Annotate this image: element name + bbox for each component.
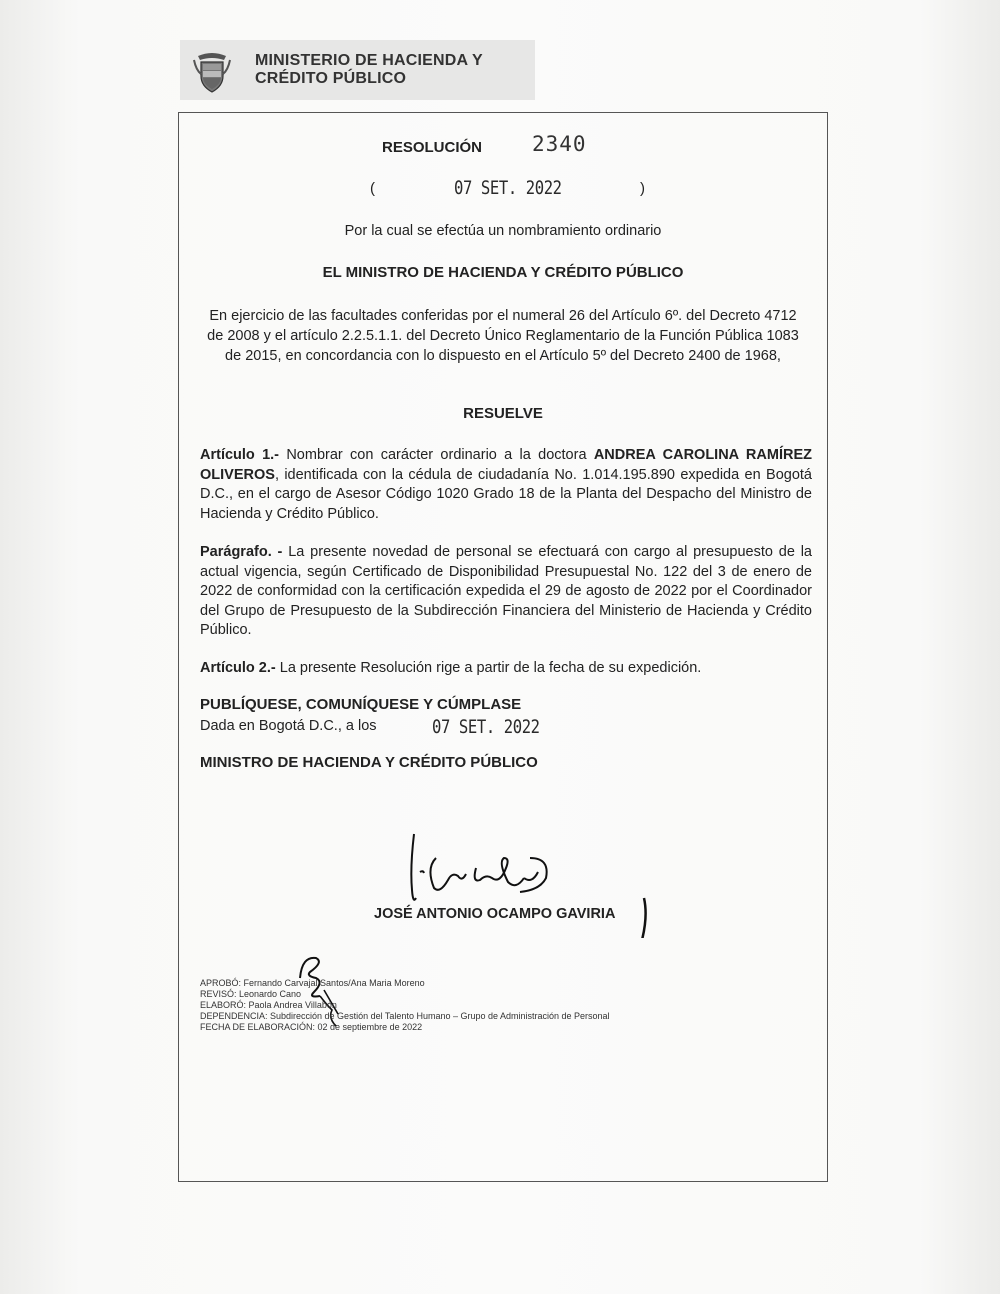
ministry-name (255, 52, 535, 88)
minister-title: MINISTRO DE HACIENDA Y CRÉDITO PÚBLICO (200, 754, 538, 771)
paragrafo-title: Parágrafo. - (200, 544, 283, 560)
dada-en-line: Dada en Bogotá D.C., a los (200, 718, 377, 734)
appointee-name: ANDREA CAROLINA RAMÍREZ OLIVEROS (200, 447, 812, 483)
article-1-title: Artículo 1.- (200, 447, 280, 463)
resolution-date-stamp: 07 SET. 2022 (454, 177, 562, 199)
issuer-heading: EL MINISTRO DE HACIENDA Y CRÉDITO PÚBLICO (322, 264, 684, 281)
elaboration-footer (200, 978, 610, 1033)
article-1 (200, 446, 812, 524)
date-paren-open: ( (370, 180, 375, 197)
ministry-name-line2: CRÉDITO PÚBLICO (255, 70, 407, 87)
resuelve-heading: RESUELVE (463, 405, 543, 422)
closing-date-stamp: 07 SET. 2022 (432, 716, 540, 738)
article-2-title: Artículo 2.- (200, 660, 276, 676)
paragrafo (200, 543, 812, 641)
footer-dependencia: DEPENDENCIA: Subdirección de Gestión del Talento Humano – Grupo de Administración de Personal (200, 1011, 610, 1021)
resolution-subtitle: Por la cual se efectúa un nombramiento ordinario (344, 223, 662, 239)
date-paren-close: ) (640, 180, 645, 197)
considerations-paragraph: En ejercicio de las facultades conferidas por el numeral 26 del Artículo 6º. del Decreto 4712 de 2008 y el artículo 2.2.5.1.1. del Decreto Único Reglamentario de la Función Pública 1083 de 2015, en concordancia con lo dispuesto en el Artículo 5º del Decreto 2400 de 1968, (207, 308, 799, 364)
footer-reviso: REVISÓ: Leonardo Cano (200, 989, 302, 999)
article-2 (200, 659, 812, 679)
paragrafo-text: La presente novedad de personal se efectuará con cargo al presupuesto de la actual vigencia, según Certificado de Disponibilidad Presupuestal No. 122 del 3 de enero de 2022 de conformidad con la certificación expedida el 29 de agosto de 2022 por el Coordinador del Grupo de Presupuesto de la Subdirección Financiera del Ministerio de Hacienda y Crédito Público. (200, 544, 812, 638)
article-1-text-b: , identificada con la cédula de ciudadanía No. 1.014.195.890 expedida en Bogotá D.C., en el cargo de Asesor Código 1020 Grado 18 de la Planta del Despacho del Ministro de Hacienda y Crédito Público. (200, 466, 812, 522)
footer-elaboro: ELABORÓ: Paola Andrea Villabón (200, 1000, 337, 1010)
signer-name: JOSÉ ANTONIO OCAMPO GAVIRIA (374, 906, 616, 922)
coat-of-arms-icon (192, 50, 232, 94)
resolution-number: 2340 (532, 132, 587, 156)
resolution-label: RESOLUCIÓN (382, 139, 483, 156)
footer-aprobo: APROBÓ: Fernando Carvajal Santos/Ana Maria Moreno (200, 978, 425, 988)
publiquese-line: PUBLÍQUESE, COMUNÍQUESE Y CÚMPLASE (200, 696, 522, 713)
footer-fecha: FECHA DE ELABORACIÓN: 02 de septiembre de 2022 (200, 1022, 423, 1032)
article-2-text: La presente Resolución rige a partir de la fecha de su expedición. (275, 660, 702, 676)
ministry-name-line1: MINISTERIO DE HACIENDA Y (255, 52, 483, 69)
article-1-text-a: Nombrar con carácter ordinario a la doctora (279, 447, 594, 463)
